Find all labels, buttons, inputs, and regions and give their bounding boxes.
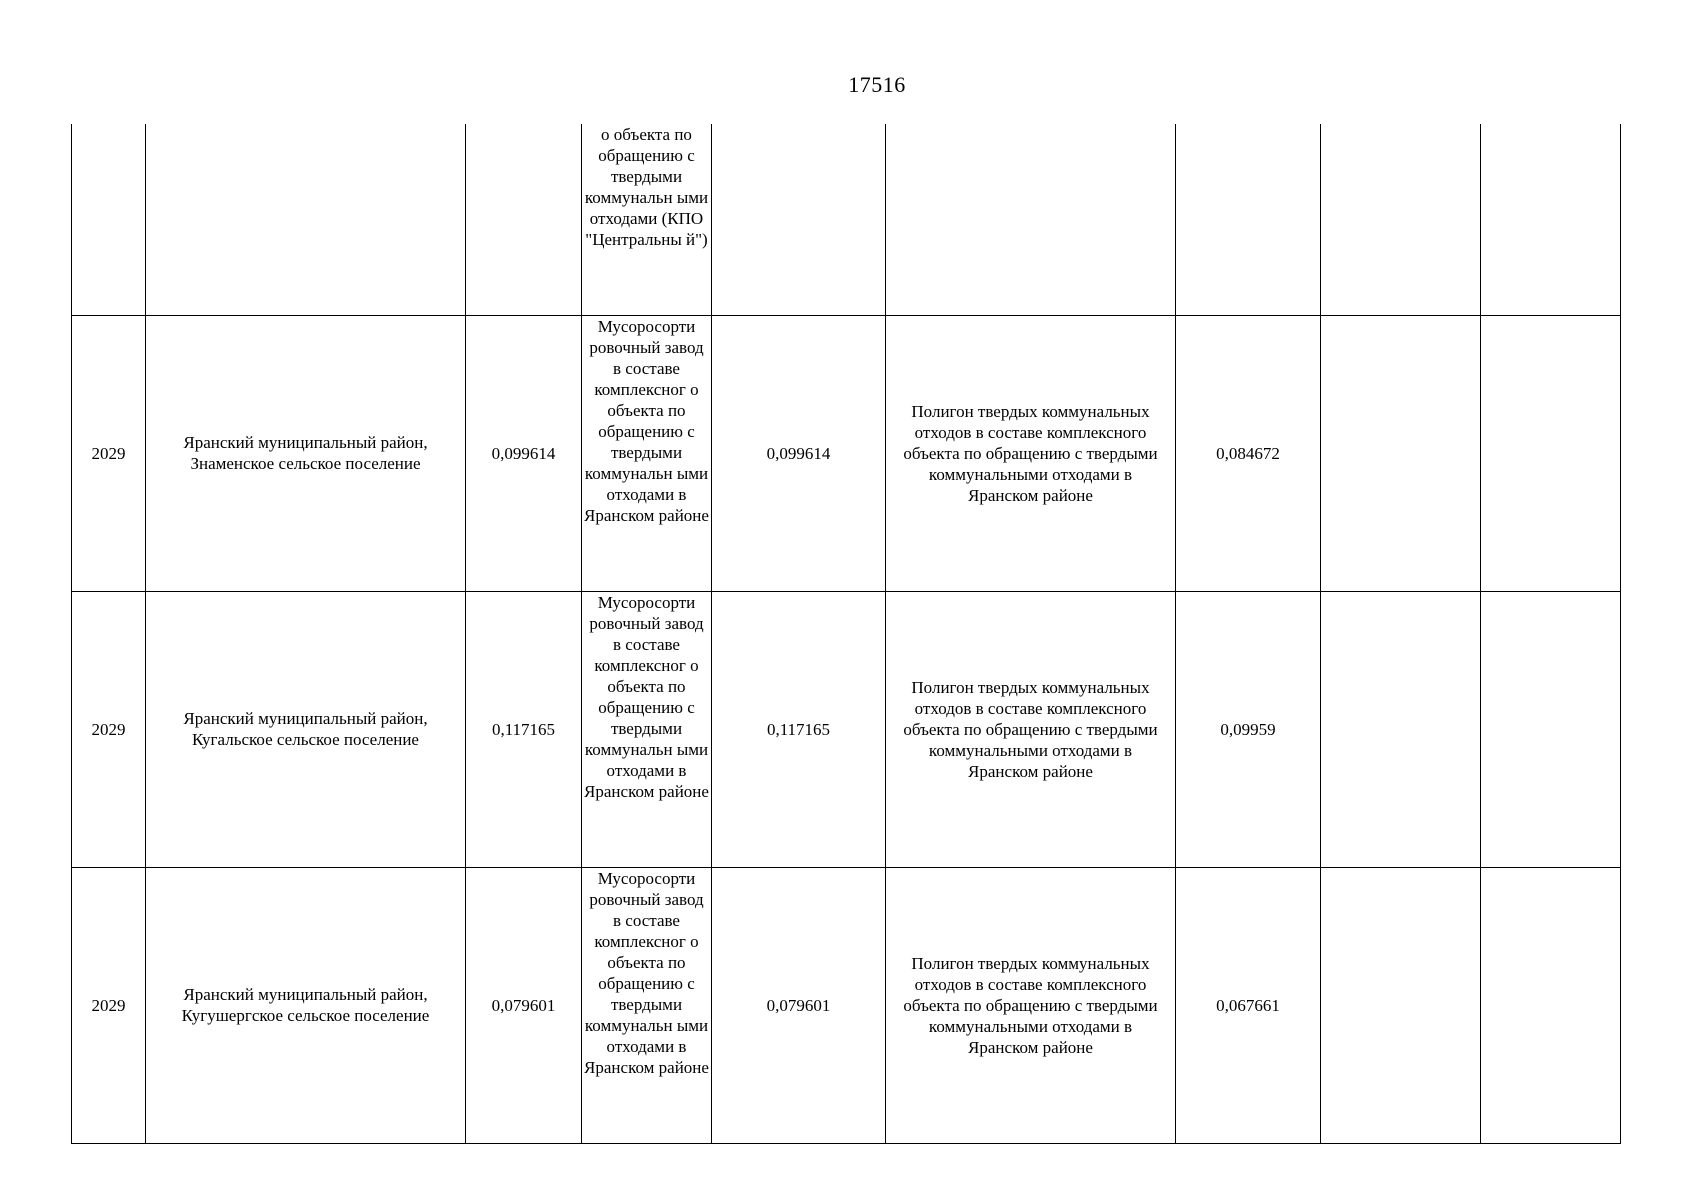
empty-cell (1321, 867, 1481, 1143)
value-cell (1176, 124, 1321, 315)
territory-cell: Яранский муниципальный район, Кугушергское сельское поселение (146, 867, 466, 1143)
year-cell: 2029 (72, 315, 146, 591)
year-cell: 2029 (72, 591, 146, 867)
value-cell (466, 124, 582, 315)
value-cell: 0,067661 (1176, 867, 1321, 1143)
facility-cell: Мусоросорти ровочный завод в составе комплексног о объекта по обращению с твердыми коммунальн ыми отходами в Яранском районе (582, 867, 712, 1143)
empty-cell (1481, 867, 1621, 1143)
data-table (71, 124, 1621, 1144)
facility-cell: Мусоросорти ровочный завод в составе комплексног о объекта по обращению с твердыми коммунальн ыми отходами в Яранском районе (582, 315, 712, 591)
value-cell: 0,099614 (712, 315, 886, 591)
facility-cell: Мусоросорти ровочный завод в составе комплексног о объекта по обращению с твердыми коммунальн ыми отходами в Яранском районе (582, 591, 712, 867)
destination-cell: Полигон твердых коммунальных отходов в составе комплексного объекта по обращению с твердыми коммунальными отходами в Яранском районе (886, 591, 1176, 867)
page-number: 17516 (848, 72, 906, 97)
empty-cell (1481, 315, 1621, 591)
territory-cell: Яранский муниципальный район, Знаменское сельское поселение (146, 315, 466, 591)
empty-cell (1481, 124, 1621, 315)
value-cell (712, 124, 886, 315)
value-cell: 0,09959 (1176, 591, 1321, 867)
destination-cell: Полигон твердых коммунальных отходов в составе комплексного объекта по обращению с твердыми коммунальными отходами в Яранском районе (886, 315, 1176, 591)
value-cell: 0,079601 (712, 867, 886, 1143)
table-row (72, 867, 1621, 1143)
value-cell: 0,117165 (712, 591, 886, 867)
table-row (72, 591, 1621, 867)
empty-cell (1481, 591, 1621, 867)
empty-cell (1321, 591, 1481, 867)
year-cell: 2029 (72, 867, 146, 1143)
facility-cell: о объекта по обращению с твердыми коммунальн ыми отходами (КПО "Центральны й") (582, 124, 712, 315)
empty-cell (1321, 124, 1481, 315)
table-row (72, 315, 1621, 591)
destination-cell (886, 124, 1176, 315)
territory-cell: Яранский муниципальный район, Кугальское сельское поселение (146, 591, 466, 867)
empty-cell (1321, 315, 1481, 591)
destination-cell: Полигон твердых коммунальных отходов в составе комплексного объекта по обращению с твердыми коммунальными отходами в Яранском районе (886, 867, 1176, 1143)
value-cell: 0,117165 (466, 591, 582, 867)
table-row (72, 124, 1621, 315)
value-cell: 0,099614 (466, 315, 582, 591)
value-cell: 0,079601 (466, 867, 582, 1143)
year-cell (72, 124, 146, 315)
territory-cell (146, 124, 466, 315)
value-cell: 0,084672 (1176, 315, 1321, 591)
